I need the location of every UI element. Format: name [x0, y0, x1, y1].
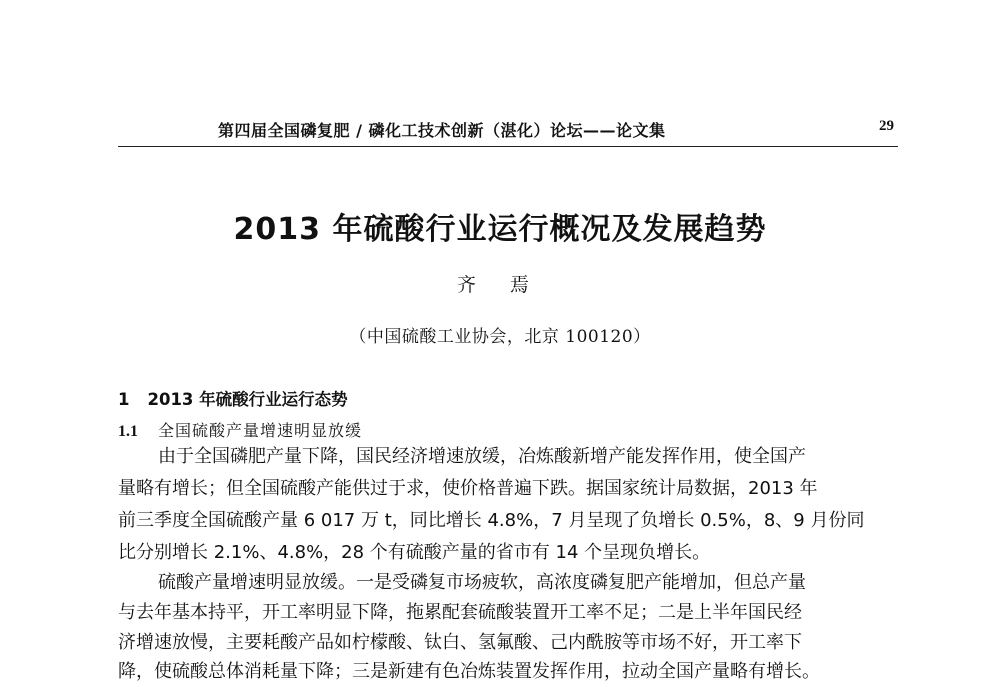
- section-heading: [118, 386, 348, 410]
- article-title: 2013 年硫酸行业运行概况及发展趋势: [233, 212, 767, 247]
- subsection-title: 全国硫酸产量增速明显放缓: [158, 421, 363, 440]
- paragraph-line: 比分别增长 2.1%、4.8%，28 个有硫酸产量的省市有 14 个呈现负增长。: [118, 542, 711, 563]
- section-title: 2013 年硫酸行业运行态势: [147, 390, 348, 409]
- paragraph-line: 降，使硫酸总体消耗量下降；三是新建有色冶炼装置发挥作用，拉动全国产量略有增长。: [118, 661, 820, 682]
- paragraph-line: 前三季度全国硫酸产量 6 017 万 t，同比增长 4.8%，7 月呈现了负增长 0.5%，8、9 月份同: [118, 510, 865, 531]
- article-author: 齐 焉: [456, 274, 544, 296]
- article-affiliation: （中国硫酸工业协会，北京 100120）: [349, 327, 651, 347]
- paragraph-line: 量略有增长；但全国硫酸产能供过于求，使价格普遍下跌。据国家统计局数据，2013 年: [118, 478, 818, 499]
- subsection-number: 1.1: [118, 423, 138, 440]
- paragraph-line: 与去年基本持平，开工率明显下降，拖累配套硫酸装置开工率不足；二是上半年国民经: [118, 602, 802, 623]
- subsection-heading: [118, 418, 362, 441]
- paragraph-line: 由于全国磷肥产量下降，国民经济增速放缓，冶炼酸新增产能发挥作用，使全国产: [158, 446, 806, 467]
- running-header: [118, 112, 898, 147]
- paragraph-line: 硫酸产量增速明显放缓。一是受磷复市场疲软，高浓度磷复肥产能增加，但总产量: [158, 572, 806, 593]
- running-title: 第四届全国磷复肥 / 磷化工技术创新（湛化）论坛——论文集: [218, 121, 666, 140]
- paragraph-line: 济增速放慢，主要耗酸产品如柠檬酸、钛白、氢氟酸、己内酰胺等市场不好，开工率下: [118, 632, 802, 653]
- section-number: 1: [118, 390, 130, 409]
- page-number: 29: [879, 118, 894, 134]
